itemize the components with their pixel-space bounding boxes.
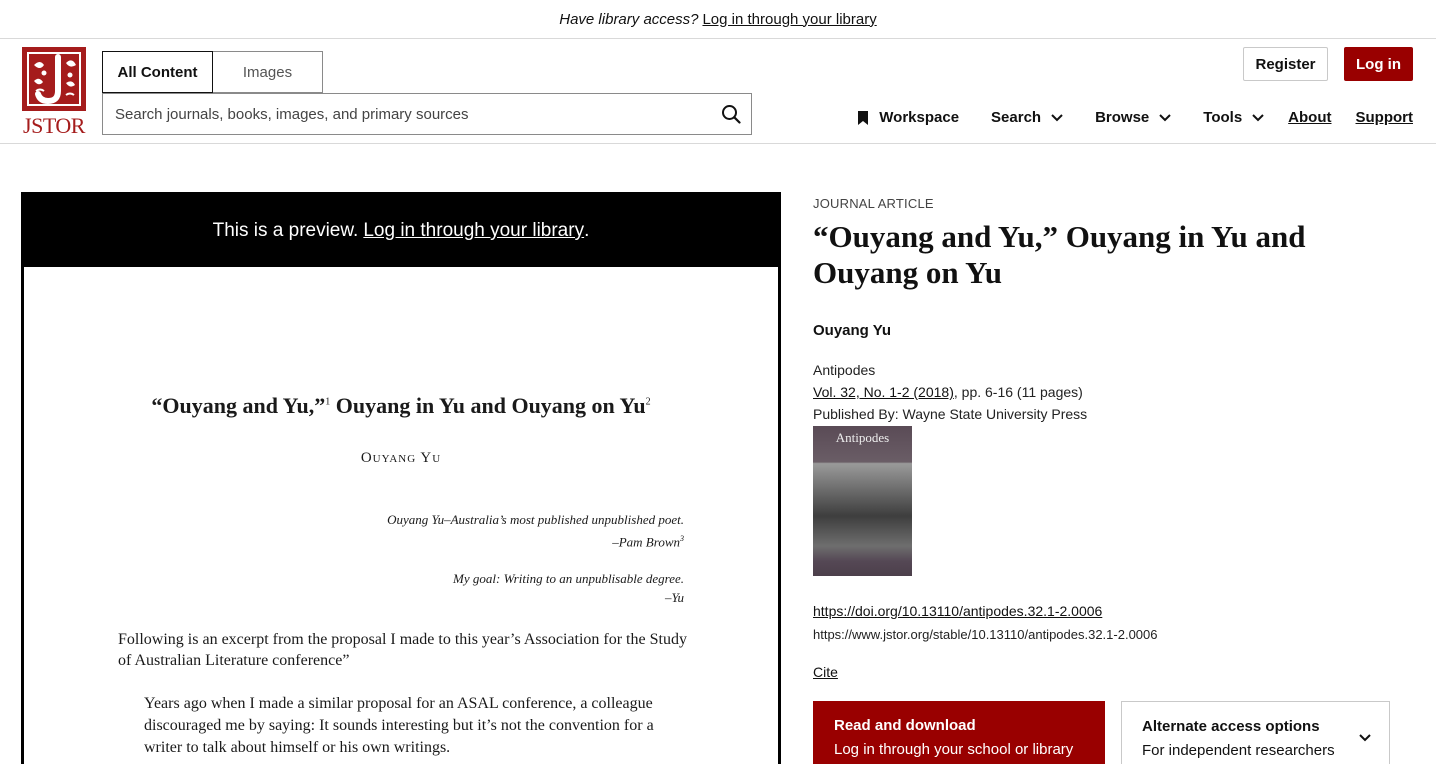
epigraph-1-line1: Ouyang Yu–Australia’s most published unpublished poet.	[387, 512, 684, 527]
preview-notice	[24, 195, 778, 267]
preview-notice-text: This is a preview.	[212, 220, 359, 241]
register-button[interactable]: Register	[1243, 47, 1328, 81]
nav-workspace[interactable]	[857, 109, 959, 126]
nav-about-label: About	[1288, 109, 1332, 126]
jstor-logo[interactable]	[20, 47, 88, 137]
epigraph-2-line2: –Yu	[664, 590, 684, 605]
library-access-banner	[0, 0, 1436, 39]
page-author: Ouyang Yu	[360, 450, 442, 466]
alternate-access-button[interactable]	[1121, 701, 1390, 764]
article-author: Ouyang Yu	[813, 322, 892, 339]
cite-link[interactable]: Cite	[813, 664, 838, 680]
search-icon	[721, 104, 741, 124]
nav-browse-label: Browse	[1095, 109, 1150, 126]
epigraph-2-line1: My goal: Writing to an unpublisable degree.	[453, 571, 684, 586]
content-type-tabs	[102, 51, 323, 93]
article-preview	[21, 192, 781, 764]
nav-tools-label: Tools	[1203, 109, 1243, 126]
library-login-link[interactable]: Log in through your library	[702, 10, 877, 28]
jstor-logo-mark-icon	[22, 47, 86, 111]
preview-login-link[interactable]: Log in through your library	[363, 220, 585, 241]
journal-cover-image[interactable]	[813, 426, 912, 576]
doi-link[interactable]: https://doi.org/10.13110/antipodes.32.1-2.0006	[813, 603, 1103, 619]
article-metadata	[813, 196, 1403, 680]
page-range: , pp. 6-16 (11 pages)	[953, 384, 1083, 400]
nav-search-label: Search	[991, 109, 1042, 126]
nav-search[interactable]	[991, 109, 1063, 126]
epigraph-1-sup: 3	[680, 534, 684, 543]
nav-browse[interactable]	[1095, 109, 1171, 126]
read-title: Read and download	[834, 717, 976, 734]
issue-link[interactable]: Vol. 32, No. 1-2 (2018)	[813, 384, 954, 400]
alt-subtitle: For independent researchers	[1142, 742, 1335, 759]
nav-support[interactable]	[1356, 109, 1414, 126]
epigraph-1-line2: –Pam Brown	[612, 534, 680, 550]
chevron-down-icon	[1252, 114, 1264, 122]
chevron-down-icon	[1159, 114, 1171, 122]
journal-name: Antipodes	[813, 362, 876, 378]
doi	[813, 603, 1403, 619]
epigraph-1	[387, 510, 684, 551]
page-paragraph-2: Years ago when I made a similar proposal for an ASAL conference, a colleague discouraged me by saying: It sounds interesting but it’s not the convention for a writer to talk about himself or his own writings.	[144, 695, 654, 756]
page-title-part2: Ouyang in Yu and Ouyang on Yu	[330, 393, 646, 418]
chevron-down-icon	[1051, 114, 1063, 122]
cover-title: Antipodes	[835, 430, 890, 445]
tab-images[interactable]: Images	[213, 51, 323, 93]
read-subtitle: Log in through your school or library	[834, 741, 1074, 758]
epigraph-2	[453, 569, 684, 607]
page-paragraph-1: Following is an excerpt from the proposal I made to this year’s Association for the Study of Australian Literature conference”	[118, 631, 687, 669]
nav-workspace-label: Workspace	[879, 109, 960, 126]
page-title-sup1: 1	[325, 396, 331, 408]
nav-tools[interactable]	[1203, 109, 1264, 126]
login-button[interactable]: Log in	[1344, 47, 1413, 81]
nav-about[interactable]	[1288, 109, 1331, 126]
bookmark-icon	[857, 111, 869, 125]
site-header	[0, 39, 1436, 144]
alt-title: Alternate access options	[1142, 718, 1320, 735]
chevron-down-icon	[1359, 734, 1371, 742]
tab-all-content[interactable]: All Content	[102, 51, 213, 93]
main-nav	[825, 109, 1413, 126]
preview-page	[24, 267, 778, 764]
page-title-part1: “Ouyang and Yu,”	[151, 393, 326, 418]
preview-notice-end: .	[584, 220, 590, 241]
stable-url: https://www.jstor.org/stable/10.13110/antipodes.32.1-2.0006	[813, 627, 1158, 642]
search-input[interactable]	[103, 106, 711, 123]
page-title-sup2: 2	[645, 396, 651, 408]
cite	[813, 664, 1403, 680]
issue-info	[813, 384, 1403, 400]
search-bar	[102, 93, 752, 135]
article-title: “Ouyang and Yu,” Ouyang in Yu and Ouyang on Yu	[813, 219, 1306, 290]
search-button[interactable]	[711, 94, 751, 134]
jstor-logo-text: JSTOR	[23, 113, 85, 138]
document-type: JOURNAL ARTICLE	[813, 196, 934, 211]
publisher: Published By: Wayne State University Press	[813, 406, 1088, 422]
page-title	[24, 393, 778, 419]
nav-support-label: Support	[1355, 109, 1413, 126]
library-access-question: Have library access?	[559, 10, 699, 28]
read-and-download-button[interactable]	[813, 701, 1105, 764]
